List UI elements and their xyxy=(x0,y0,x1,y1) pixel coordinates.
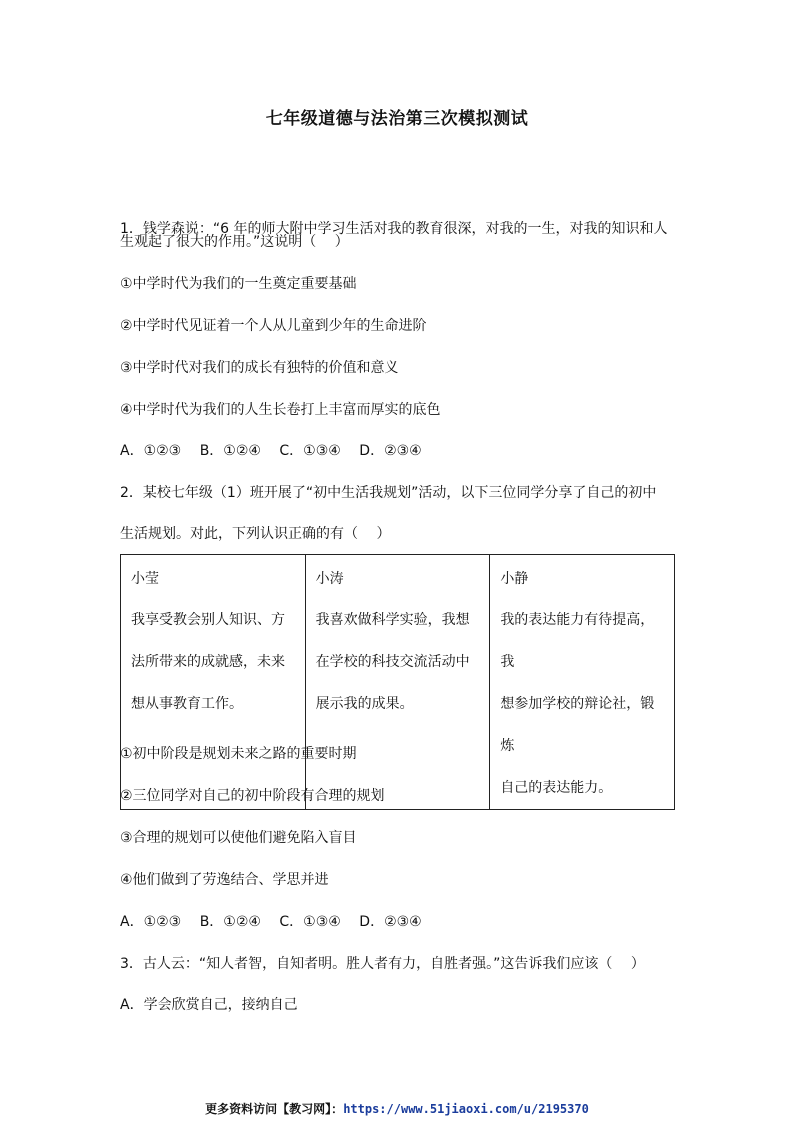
cell-text-line: 法所带来的成就感，未来 xyxy=(131,654,285,670)
q2-item-3: ③合理的规划可以使他们避免陷入盲目 xyxy=(120,830,357,846)
q2-option-b[interactable]: B．①②④ xyxy=(199,914,261,930)
page-title: 七年级道德与法治第三次模拟测试 xyxy=(265,109,529,129)
q1-stem-line1: 1．钱学森说：“6 年的师大附中学习生活对我的教育很深，对我的一生，对我的知识和人 xyxy=(120,221,668,237)
q3-stem: 3．古人云：“知人者智，自知者明。胜人者有力，自胜者强。”这告诉我们应该（ ） xyxy=(120,956,645,972)
student-name: 小涛 xyxy=(315,571,344,587)
q1-item-4: ④中学时代为我们的人生长卷打上丰富而厚实的底色 xyxy=(120,402,441,418)
table-cell-xiaotao xyxy=(305,555,490,810)
q1-item-2: ②中学时代见证着一个人从儿童到少年的生命进阶 xyxy=(120,318,427,334)
cell-text-line: 我的表达能力有待提高，我 xyxy=(500,612,655,670)
q1-option-a[interactable]: A．①②③ xyxy=(120,443,182,459)
cell-text-line: 在学校的科技交流活动中 xyxy=(315,654,470,670)
footer-prefix: 更多资料访问【教习网】： xyxy=(205,1102,344,1116)
q1-stem-line2: 生观起了很大的作用。”这说明（ ） xyxy=(120,234,349,250)
q1-option-c[interactable]: C．①③④ xyxy=(279,443,341,459)
q2-student-table xyxy=(120,554,675,810)
q3-option-a[interactable]: A．学会欣赏自己，接纳自己 xyxy=(120,997,298,1013)
table-cell-xiaojing xyxy=(490,555,675,810)
cell-text-line: 自己的表达能力。 xyxy=(500,780,613,796)
q1-item-1: ①中学时代为我们的一生奠定重要基础 xyxy=(120,276,357,292)
q1-option-b[interactable]: B．①②④ xyxy=(199,443,261,459)
q2-option-d[interactable]: D．②③④ xyxy=(359,914,422,930)
q2-stem-line1: 2．某校七年级（1）班开展了“初中生活我规划”活动，以下三位同学分享了自己的初中 xyxy=(120,485,657,501)
q1-item-3: ③中学时代对我们的成长有独特的价值和意义 xyxy=(120,360,399,376)
table-cell-xiaoying xyxy=(121,555,306,810)
student-name: 小静 xyxy=(500,571,529,587)
q2-item-1: ①初中阶段是规划未来之路的重要时期 xyxy=(120,746,357,762)
q2-option-c[interactable]: C．①③④ xyxy=(279,914,341,930)
q1-options xyxy=(120,441,436,461)
footer-link[interactable] xyxy=(0,1100,794,1117)
cell-text-line: 我享受教会别人知识、方 xyxy=(131,612,285,628)
q1-option-d[interactable]: D．②③④ xyxy=(359,443,422,459)
cell-text-line: 想参加学校的辩论社，锻炼 xyxy=(500,696,655,754)
cell-text-line: 我喜欢做科学实验，我想 xyxy=(315,612,470,628)
student-name: 小莹 xyxy=(131,571,159,587)
q2-item-4: ④他们做到了劳逸结合、学思并进 xyxy=(120,872,329,888)
q2-option-a[interactable]: A．①②③ xyxy=(120,914,182,930)
footer-url[interactable]: https://www.51jiaoxi.com/u/2195370 xyxy=(343,1102,589,1116)
cell-text-line: 想从事教育工作。 xyxy=(131,696,243,712)
cell-text-line: 展示我的成果。 xyxy=(315,696,414,712)
q2-options xyxy=(120,912,436,932)
q2-stem-line2: 生活规划。对此，下列认识正确的有（ ） xyxy=(120,526,391,542)
q2-item-2: ②三位同学对自己的初中阶段有合理的规划 xyxy=(120,788,385,804)
